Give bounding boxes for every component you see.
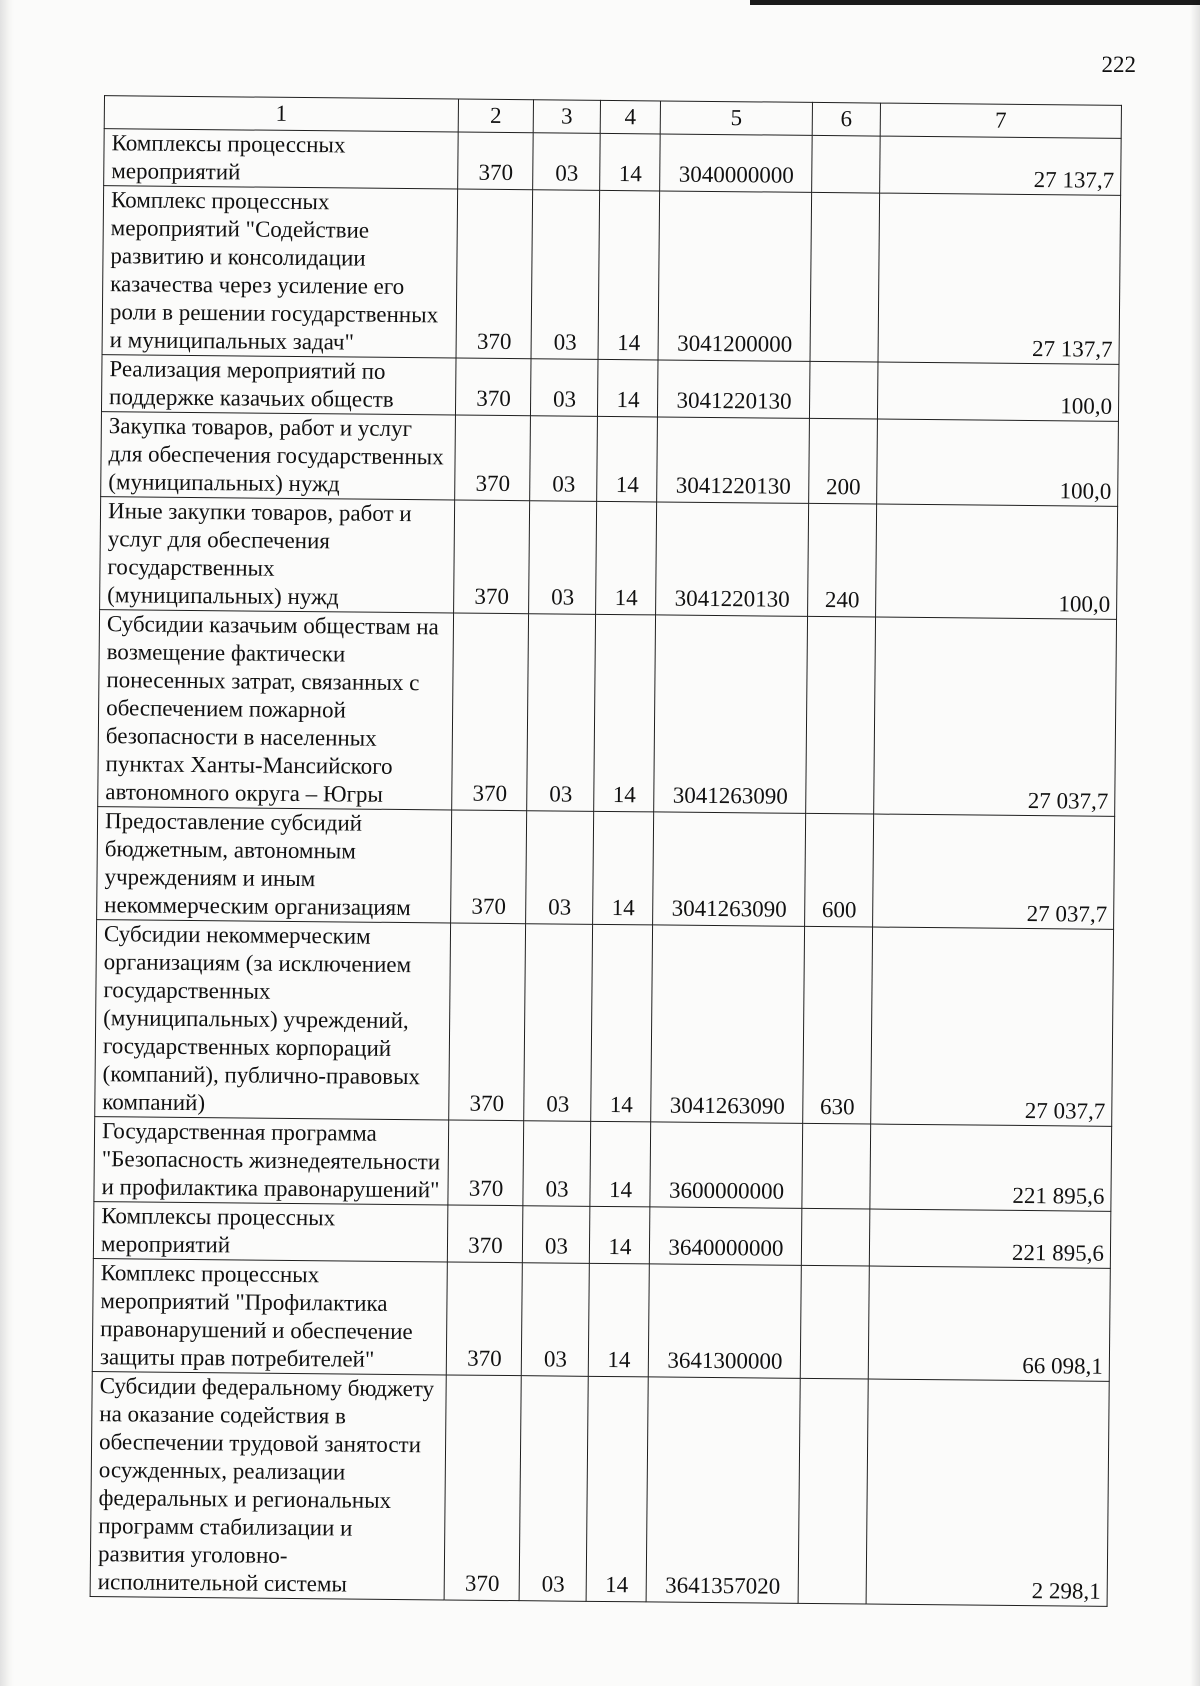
row-name-cell: Комплекс процессных мероприятий "Профилактика правонарушений и обеспечение защиты прав потребителей"	[92, 1259, 447, 1375]
row-subsection-cell: 14	[591, 924, 653, 1122]
row-amount-cell: 66 098,1	[868, 1266, 1110, 1381]
row-amount-cell: 100,0	[877, 362, 1119, 421]
table-body	[90, 96, 1121, 1607]
row-section-cell: 03	[521, 1263, 589, 1377]
row-expense-type-cell: 200	[809, 418, 878, 504]
row-expense-type-cell	[802, 1123, 871, 1209]
row-code-cell: 370	[449, 923, 526, 1121]
row-expense-type-cell	[798, 1378, 868, 1604]
row-subsection-cell: 14	[593, 811, 654, 925]
row-expense-type-cell	[806, 616, 876, 814]
table-row	[90, 1372, 1109, 1607]
row-code-cell: 370	[454, 500, 530, 614]
row-name-cell: Субсидии казачьим обществам на возмещение фактически понесенных затрат, связанных с обеспечением пожарной безопасности в населенных пунктах Ханты-Мансийского автономного округа – Югры	[98, 610, 454, 810]
row-amount-cell: 100,0	[877, 419, 1119, 506]
row-amount-cell: 2 298,1	[866, 1379, 1109, 1606]
header-cell: 4	[600, 100, 660, 134]
row-section-cell: 03	[531, 190, 600, 360]
row-amount-cell: 221 895,6	[869, 1209, 1111, 1268]
row-target-article-cell: 3641357020	[646, 1377, 800, 1603]
row-section-cell: 03	[529, 501, 597, 615]
row-expense-type-cell	[810, 192, 880, 362]
row-name-cell: Закупка товаров, работ и услуг для обеспечения государственных (муниципальных) нужд	[101, 412, 456, 500]
row-name-cell: Реализация мероприятий по поддержке казачьих обществ	[101, 355, 456, 415]
row-name-cell: Государственная программа "Безопасность жизнедеятельности и профилактика правонарушений"	[94, 1117, 449, 1205]
row-code-cell: 370	[451, 810, 527, 924]
row-expense-type-cell	[812, 135, 881, 193]
header-cell: 5	[660, 101, 812, 135]
table-row	[100, 497, 1118, 620]
row-amount-cell: 221 895,6	[870, 1124, 1112, 1211]
row-target-article-cell: 3640000000	[649, 1207, 802, 1265]
row-target-article-cell: 3041263090	[654, 615, 808, 813]
row-code-cell: 370	[447, 1205, 523, 1263]
row-code-cell: 370	[455, 415, 531, 501]
row-code-cell: 370	[452, 613, 529, 811]
row-section-cell: 03	[530, 416, 598, 502]
table-row	[102, 186, 1121, 365]
row-code-cell: 370	[458, 132, 534, 190]
budget-table	[90, 95, 1122, 1607]
table-row	[95, 920, 1114, 1127]
row-subsection-cell: 14	[600, 133, 661, 191]
row-target-article-cell: 3041220130	[657, 360, 810, 418]
row-code-cell: 370	[456, 189, 533, 359]
table-row	[104, 129, 1122, 196]
row-expense-type-cell: 600	[805, 813, 874, 927]
row-amount-cell: 27 037,7	[871, 927, 1114, 1126]
scan-edge-top	[750, 0, 1200, 5]
row-expense-type-cell	[800, 1265, 869, 1379]
row-section-cell: 03	[519, 1376, 588, 1602]
row-subsection-cell: 14	[597, 359, 658, 417]
page-number: 222	[1101, 52, 1136, 77]
row-target-article-cell: 3041220130	[657, 417, 810, 503]
row-name-cell: Комплекс процессных мероприятий "Содействие развитию и консолидации казачества через усиление его роли в решении государственных и муниципальных задач"	[102, 186, 458, 358]
row-target-article-cell: 3041263090	[653, 812, 806, 926]
row-name-cell: Субсидии федеральному бюджету на оказание содействия в обеспечении трудовой занятости осужденных, реализации федеральных и региональных программ стабилизации и развития уголовно-исполнительной системы	[90, 1372, 446, 1600]
row-section-cell: 03	[524, 924, 593, 1122]
table-row	[94, 1117, 1112, 1212]
row-target-article-cell: 3641300000	[648, 1264, 801, 1378]
row-expense-type-cell	[801, 1208, 870, 1266]
row-name-cell: Иные закупки товаров, работ и услуг для обеспечения государственных (муниципальных) нужд	[100, 497, 455, 613]
row-expense-type-cell	[809, 361, 878, 419]
scan-edge-left	[0, 0, 14, 1686]
row-code-cell: 370	[446, 1262, 522, 1376]
header-cell: 3	[533, 100, 600, 134]
row-subsection-cell: 14	[598, 190, 660, 360]
row-section-cell: 03	[527, 614, 596, 812]
header-cell: 2	[458, 99, 533, 133]
table-row	[101, 412, 1119, 507]
row-target-article-cell: 3041220130	[656, 502, 809, 616]
row-expense-type-cell: 630	[803, 926, 873, 1124]
row-name-cell: Комплексы процессных мероприятий	[104, 129, 459, 189]
row-code-cell: 370	[448, 1120, 524, 1206]
row-amount-cell: 27 137,7	[880, 136, 1122, 195]
row-subsection-cell: 14	[588, 1263, 649, 1377]
row-amount-cell: 27 137,7	[878, 193, 1121, 364]
row-target-article-cell: 3040000000	[660, 134, 813, 192]
row-section-cell: 03	[522, 1206, 590, 1264]
row-section-cell: 03	[533, 133, 601, 191]
row-target-article-cell: 3600000000	[650, 1122, 803, 1208]
row-name-cell: Комплексы процессных мероприятий	[93, 1202, 448, 1262]
row-name-cell: Предоставление субсидий бюджетным, автономным учреждениям и иным некоммерческим организациям	[97, 807, 452, 923]
row-section-cell: 03	[523, 1121, 591, 1207]
header-cell: 1	[104, 96, 458, 132]
table-row	[97, 807, 1115, 930]
table-row	[98, 610, 1117, 817]
row-target-article-cell: 3041263090	[651, 925, 805, 1123]
header-cell: 6	[812, 102, 880, 136]
row-subsection-cell: 14	[597, 416, 658, 502]
row-section-cell: 03	[526, 811, 594, 925]
header-cell: 7	[880, 103, 1121, 138]
row-subsection-cell: 14	[589, 1206, 650, 1264]
row-amount-cell: 100,0	[876, 504, 1118, 619]
row-section-cell: 03	[530, 359, 598, 417]
row-code-cell: 370	[455, 358, 531, 416]
row-subsection-cell: 14	[590, 1121, 651, 1207]
table-row	[92, 1259, 1110, 1382]
row-code-cell: 370	[444, 1375, 521, 1601]
row-amount-cell: 27 037,7	[873, 814, 1115, 929]
row-subsection-cell: 14	[586, 1376, 648, 1602]
row-amount-cell: 27 037,7	[874, 617, 1117, 816]
scan-edge-right	[1190, 0, 1200, 1686]
row-expense-type-cell: 240	[808, 503, 877, 617]
row-target-article-cell: 3041200000	[658, 191, 812, 361]
table-row	[93, 1202, 1111, 1269]
row-subsection-cell: 14	[596, 501, 657, 615]
row-name-cell: Субсидии некоммерческим организациям (за исключением государственных (муниципальных) учреждений, государственных корпораций (компаний), публично-правовых компаний)	[95, 920, 451, 1120]
row-subsection-cell: 14	[594, 614, 656, 812]
table-row	[101, 355, 1119, 422]
